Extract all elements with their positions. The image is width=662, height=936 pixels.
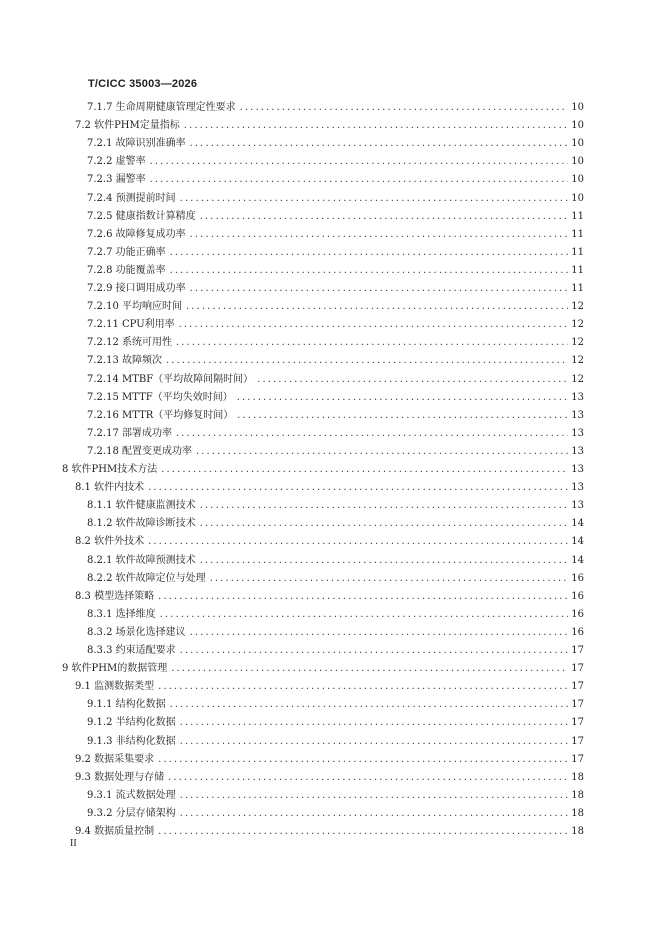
toc-entry-label: 8.2 软件外技术 (75, 536, 145, 548)
toc-entry-page: 10 (571, 120, 584, 132)
toc-entry-label: 7.1.7 生命周期健康管理定性要求 (87, 102, 236, 113)
toc-entry-page: 11 (571, 228, 584, 240)
toc-entry[interactable] (75, 823, 584, 839)
toc-dot-leader (170, 264, 568, 278)
toc-entry-page: 17 (571, 717, 584, 729)
toc-entry-page: 12 (571, 373, 584, 385)
toc-entry-label: 8.1.1 软件健康监测技术 (87, 500, 196, 512)
toc-entry-label: 9.2 数据采集要求 (75, 753, 155, 765)
document-code-header: T/CICC 35003—2026 (88, 78, 198, 90)
toc-entry-label: 8.3.2 场景化选择建议 (87, 626, 186, 638)
toc-entry-page: 13 (571, 445, 584, 457)
toc-entry[interactable] (87, 334, 584, 350)
toc-entry[interactable] (87, 425, 584, 441)
toc-entry[interactable] (87, 733, 584, 749)
toc-entry[interactable] (87, 407, 584, 423)
toc-entry-label: 7.2.6 故障修复成功率 (87, 228, 186, 240)
toc-dot-leader (158, 680, 568, 694)
toc-dot-leader (180, 735, 568, 749)
toc-entry-label: 7.2 软件PHM定量指标 (75, 120, 180, 132)
toc-entry[interactable] (87, 262, 584, 278)
toc-entry-page: 10 (571, 138, 584, 150)
toc-entry-label: 8.3 模型选择策略 (75, 590, 155, 602)
toc-entry-label: 7.2.16 MTTR（平均修复时间） (87, 409, 234, 421)
toc-entry-page: 12 (571, 319, 584, 331)
toc-dot-leader (179, 318, 568, 332)
toc-entry[interactable] (87, 190, 584, 206)
toc-entry[interactable] (87, 371, 584, 387)
toc-entry-label: 9.4 数据质量控制 (75, 826, 155, 837)
toc-entry-label: 9 软件PHM的数据管理 (62, 663, 168, 675)
toc-entry[interactable] (87, 606, 584, 622)
toc-entry-label: 8.3.1 选择维度 (87, 608, 156, 620)
toc-entry-page: 10 (571, 192, 584, 204)
toc-dot-leader (190, 228, 568, 242)
toc-entry-label: 7.2.5 健康指数计算精度 (87, 210, 196, 222)
toc-entry-label: 7.2.11 CPU利用率 (87, 319, 175, 331)
toc-entry-page: 12 (571, 301, 584, 313)
toc-entry-page: 17 (571, 699, 584, 711)
toc-entry[interactable] (87, 280, 584, 296)
toc-entry-label: 8.1 软件内技术 (75, 482, 145, 494)
toc-entry-label: 7.2.8 功能覆盖率 (87, 264, 166, 276)
toc-dot-leader (148, 481, 568, 495)
toc-entry[interactable] (87, 642, 584, 658)
toc-entry-page: 11 (571, 264, 584, 276)
toc-dot-leader (180, 644, 568, 658)
toc-entry-page: 13 (571, 482, 584, 494)
toc-entry[interactable] (87, 696, 584, 712)
toc-entry[interactable] (87, 714, 584, 730)
toc-dot-leader (184, 119, 568, 133)
toc-entry[interactable] (87, 552, 584, 568)
toc-entry[interactable] (75, 769, 584, 785)
toc-entry[interactable] (75, 479, 584, 495)
toc-entry-page: 12 (571, 337, 584, 349)
toc-entry-label: 7.2.18 配置变更成功率 (87, 445, 192, 457)
toc-entry-page: 14 (571, 554, 584, 566)
toc-dot-leader (158, 590, 568, 604)
toc-dot-leader (176, 336, 568, 350)
toc-entry[interactable] (87, 497, 584, 513)
toc-entry-label: 9.3.2 分层存储架构 (87, 807, 176, 819)
toc-entry-page: 13 (571, 391, 584, 403)
toc-dot-leader (237, 391, 568, 405)
toc-entry[interactable] (62, 461, 584, 477)
toc-entry-label: 8.1.2 软件故障诊断技术 (87, 518, 196, 530)
toc-entry-page: 12 (571, 355, 584, 367)
toc-dot-leader (210, 572, 568, 586)
toc-entry-page: 13 (571, 409, 584, 421)
toc-entry[interactable] (87, 153, 584, 169)
toc-entry[interactable] (87, 99, 584, 115)
toc-dot-leader (176, 427, 568, 441)
toc-entry-label: 7.2.17 部署成功率 (87, 427, 172, 439)
toc-entry-page: 17 (571, 735, 584, 747)
toc-entry-page: 10 (571, 156, 584, 168)
toc-entry-label: 7.2.2 虚警率 (87, 156, 146, 168)
page-number-footer: II (70, 838, 77, 849)
toc-entry-label: 8.2.1 软件故障预测技术 (87, 554, 196, 566)
toc-dot-leader (237, 409, 568, 423)
toc-dot-leader (200, 554, 568, 568)
toc-entry-label: 7.2.12 系统可用性 (87, 337, 172, 349)
toc-entry[interactable] (87, 208, 584, 224)
toc-entry-label: 8.2.2 软件故障定位与处理 (87, 572, 206, 584)
toc-dot-leader (180, 192, 568, 206)
toc-entry[interactable] (75, 751, 584, 767)
toc-entry[interactable] (75, 588, 584, 604)
toc-entry-label: 7.2.4 预测提前时间 (87, 192, 176, 204)
toc-entry[interactable] (87, 787, 584, 803)
toc-entry-page: 13 (571, 464, 584, 475)
toc-entry-label: 7.2.7 功能正确率 (87, 246, 166, 258)
toc-entry-page: 14 (571, 518, 584, 530)
toc-entry-page: 11 (571, 210, 584, 222)
toc-entry-label: 9.3.1 流式数据处理 (87, 789, 176, 801)
toc-entry-page: 11 (571, 283, 584, 294)
toc-entry-label: 7.2.14 MTBF（平均故障间隔时间） (87, 373, 254, 385)
toc-dot-leader (171, 662, 568, 676)
toc-entry-label: 9.1 监测数据类型 (75, 681, 155, 693)
toc-entry[interactable] (87, 389, 584, 405)
toc-entry-page: 16 (571, 626, 584, 638)
toc-entry-label: 7.2.1 故障识别准确率 (87, 138, 186, 150)
toc-entry-label: 9.1.1 结构化数据 (87, 699, 166, 711)
toc-entry[interactable] (87, 135, 584, 151)
toc-entry-label: 7.2.3 漏警率 (87, 174, 146, 186)
toc-dot-leader (180, 789, 568, 803)
toc-dot-leader (200, 210, 568, 224)
toc-dot-leader (196, 445, 568, 459)
toc-entry[interactable] (87, 805, 584, 821)
toc-entry[interactable] (87, 316, 584, 332)
toc-dot-leader (161, 463, 568, 477)
toc-dot-leader (257, 373, 568, 387)
toc-dot-leader (190, 282, 568, 296)
toc-entry-page: 18 (571, 771, 584, 783)
toc-dot-leader (200, 517, 568, 531)
toc-entry[interactable] (87, 352, 584, 368)
toc-entry-label: 7.2.13 故障频次 (87, 355, 162, 367)
toc-entry[interactable] (62, 660, 584, 676)
toc-entry[interactable] (87, 171, 584, 187)
toc-dot-leader (240, 101, 568, 115)
toc-entry-page: 16 (571, 590, 584, 602)
toc-entry-label: 8.3.3 约束适配要求 (87, 645, 176, 656)
toc-dot-leader (160, 608, 568, 622)
toc-dot-leader (158, 753, 568, 767)
toc-entry[interactable] (75, 678, 584, 694)
toc-entry[interactable] (87, 226, 584, 242)
toc-entry-label: 9.1.2 半结构化数据 (87, 717, 176, 729)
toc-dot-leader (158, 825, 568, 839)
toc-entry-page: 17 (571, 663, 584, 675)
toc-entry-page: 17 (571, 645, 584, 656)
toc-entry-label: 8 软件PHM技术方法 (62, 464, 158, 475)
toc-entry-label: 7.2.10 平均响应时间 (87, 301, 182, 313)
toc-entry[interactable] (75, 117, 584, 133)
toc-entry-page: 10 (571, 174, 584, 186)
toc-dot-leader (180, 807, 568, 821)
toc-dot-leader (170, 698, 568, 712)
toc-entry-label: 9.1.3 非结构化数据 (87, 735, 176, 747)
toc-entry-label: 9.3 数据处理与存储 (75, 771, 165, 783)
toc-entry-page: 13 (571, 500, 584, 512)
toc-entry-page: 17 (571, 681, 584, 693)
toc-entry[interactable] (87, 298, 584, 314)
toc-entry-page: 10 (571, 102, 584, 113)
toc-entry[interactable] (87, 570, 584, 586)
toc-entry[interactable] (87, 443, 584, 459)
toc-dot-leader (186, 300, 568, 314)
toc-entry-page: 16 (571, 608, 584, 620)
toc-dot-leader (180, 716, 568, 730)
toc-dot-leader (190, 137, 568, 151)
toc-dot-leader (150, 173, 568, 187)
toc-entry-page: 14 (571, 536, 584, 548)
toc-dot-leader (150, 155, 568, 169)
toc-dot-leader (190, 626, 568, 640)
toc-entry[interactable] (87, 515, 584, 531)
toc-entry[interactable] (87, 624, 584, 640)
toc-entry[interactable] (75, 533, 584, 549)
toc-entry-page: 17 (571, 753, 584, 765)
toc-entry-page: 18 (571, 826, 584, 837)
toc-dot-leader (148, 535, 568, 549)
toc-entry-page: 18 (571, 789, 584, 801)
toc-entry-page: 13 (571, 427, 584, 439)
toc-dot-leader (170, 246, 568, 260)
toc-entry-label: 7.2.15 MTTF（平均失效时间） (87, 391, 233, 403)
toc-dot-leader (166, 354, 568, 368)
toc-entry-page: 16 (571, 572, 584, 584)
toc-dot-leader (168, 771, 568, 785)
toc-entry-page: 18 (571, 807, 584, 819)
toc-entry[interactable] (87, 244, 584, 260)
toc-entry-label: 7.2.9 接口调用成功率 (87, 283, 186, 294)
toc-entry-page: 11 (571, 246, 584, 258)
toc-dot-leader (200, 499, 568, 513)
